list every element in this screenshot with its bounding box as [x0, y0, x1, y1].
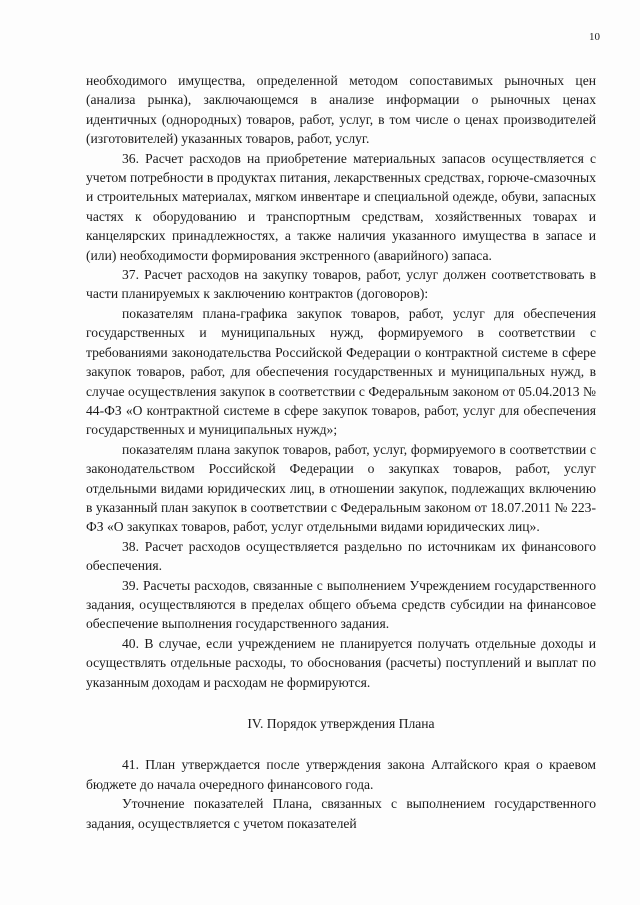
document-body	[86, 71, 596, 833]
paragraph-36: 36. Расчет расходов на приобретение материальных запасов осуществляется с учетом потребности в продуктах питания, лекарственных средствах, горюче-смазочных и строительных материалах, мягком инвентаре и специальной одежде, обуви, запасных частях к оборудованию и транспортным средствам, хозяйственных товарах и канцелярских принадлежностях, а также наличия указанного имущества в запасе и (или) необходимости формирования экстренного (аварийного) запаса.	[86, 150, 596, 263]
paragraph-continued: необходимого имущества, определенной методом сопоставимых рыночных цен (анализа рынка), заключающемся в анализе информации о рыночных ценах идентичных (однородных) товаров, работ, услуг, в том числе о ценах производителей (изготовителей) указанных товаров, работ, услуг.	[86, 73, 596, 147]
paragraph-37: 37. Расчет расходов на закупку товаров, работ, услуг должен соответствовать в части планируемых к заключению контрактов (договоров):	[86, 267, 596, 302]
paragraph-40: 40. В случае, если учреждением не планируется получать отдельные доходы и осуществлять отдельные расходы, то обоснования (расчеты) поступлений и выплат по указанным доходам и расходам не формируются.	[86, 635, 596, 690]
page-number: 10	[589, 31, 600, 43]
paragraph-37-item-1: показателям плана-графика закупок товаров, работ, услуг для обеспечения государственных и муниципальных нужд, формируемого в соответствии с требованиями законодательства Российской Федерации о контрактной системе в сфере закупок товаров, работ, для обеспечения государственных и муниципальных нужд, в случае осуществления закупок в соответствии с Федеральным законом от 05.04.2013 № 44-ФЗ «О контрактной системе в сфере закупок товаров, работ, услуг для обеспечения государственных и муниципальных нужд»;	[86, 305, 596, 438]
paragraph-39: 39. Расчеты расходов, связанные с выполнением Учреждением государственного задания, осуществляются в пределах общего объема средств субсидии на финансовое обеспечение выполнения государственного задания.	[86, 577, 596, 632]
paragraph-37-item-2: показателям плана закупок товаров, работ, услуг, формируемого в соответствии с законодательством Российской Федерации о закупках товаров, работ, услуг отдельными видами юридических лиц, в отношении закупок, подлежащих включению в указанный план закупок в соответствии с Федеральным законом от 18.07.2011 № 223-ФЗ «О закупках товаров, работ, услуг отдельными видами юридических лиц».	[86, 441, 596, 535]
paragraph-38: 38. Расчет расходов осуществляется раздельно по источникам их финансового обеспечения.	[86, 538, 596, 574]
section-heading: IV. Порядок утверждения Плана	[247, 716, 435, 731]
paragraph-41: 41. План утверждается после утверждения закона Алтайского края о краевом бюджете до начала очередного финансового года.	[86, 757, 596, 792]
paragraph-41-continuation: Уточнение показателей Плана, связанных с выполнением государственного задания, осуществляется с учетом показателей	[86, 796, 596, 831]
